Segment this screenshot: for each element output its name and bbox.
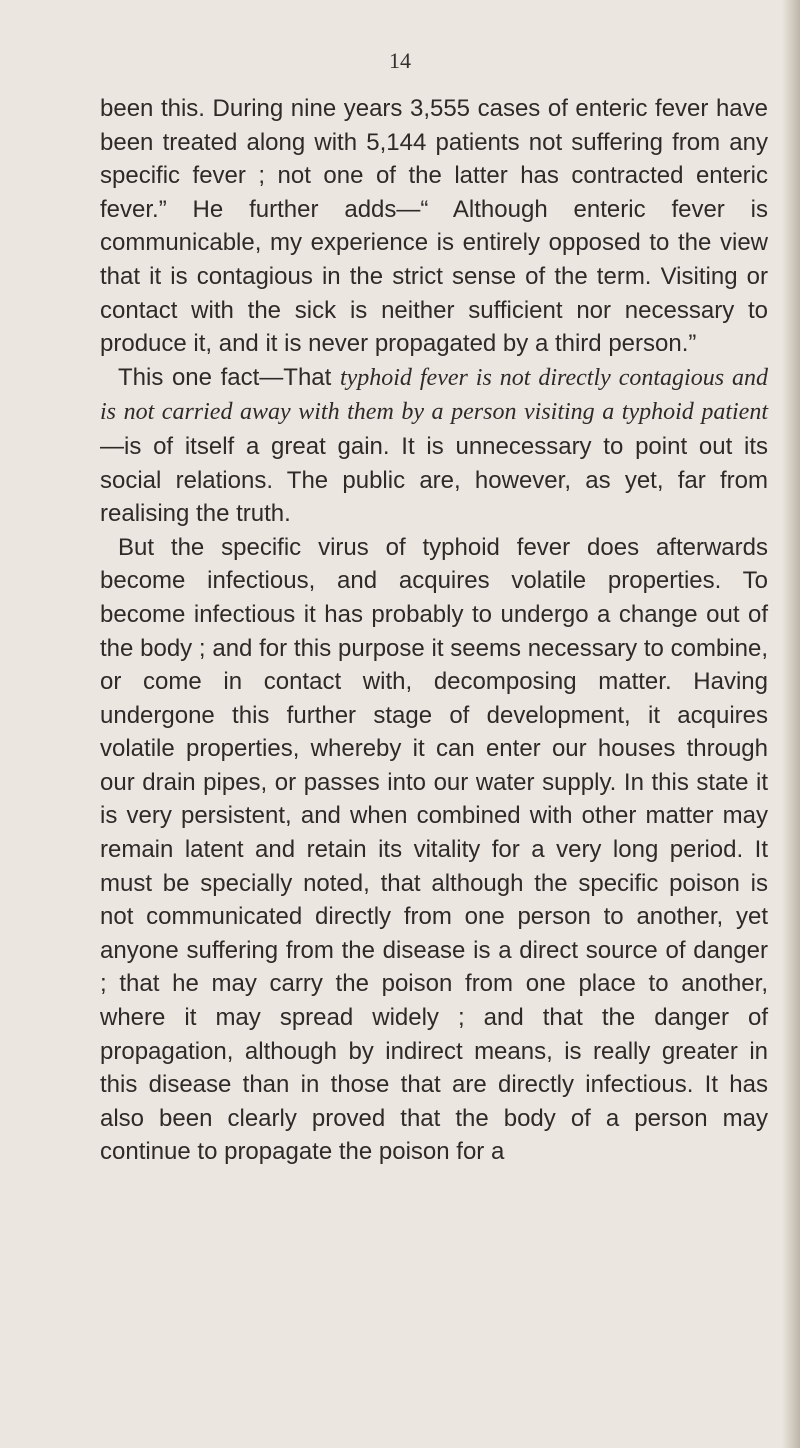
paragraph-3: But the specific virus of typhoid fever does afterwards become infectious, and acquires volatile properties. To become infectious it has probably to undergo a change out of the body ; and for this purpose it seems necessary to combine, or come in contact with, decomposing matter. Having undergone this further stage of development, it acquires volatile properties, whereby it can enter our houses through our drain pipes, or passes into our water supply. In this state it is very persistent, and when combined with other matter may remain latent and retain its vitality for a very long period. It must be specially noted, that although the specific poison is not communicated directly from one person to another, yet anyone suffering from the disease is a direct source of danger ; that he may carry the poison from one place to another, where it may spread widely ; and that the danger of propagation, although by indirect means, is really greater in this disease than in those that are directly infectious. It has also been clearly proved that the body of a person may continue to propagate the poison for a — [100, 533, 768, 1166]
paragraph-2 — [100, 361, 768, 531]
paragraph-2-italic: typhoid fever is not directly contagious and is not carried away with them by a person visiting a typhoid patient — [100, 364, 768, 426]
paragraph-1: been this. During nine years 3,555 cases of enteric fever have been treated along with 5,144 patients not suffering from any specific fever ; not one of the latter has contracted enteric fever.” He further adds—“ Although enteric fever is communicable, my experience is entirely opposed to the view that it is contagious in the strict sense of the term. Visiting or contact with the sick is neither sufficient nor necessary to produce it, and it is never propagated by a third person.” — [100, 95, 768, 358]
page-edge-shadow — [782, 0, 800, 1448]
paragraph-2-tail: —is of itself a great gain. It is unnecessary to point out its social relations. The public are, however, as yet, far from realising the truth. — [100, 432, 768, 528]
page-number: 14 — [389, 48, 411, 73]
paragraph-2-lead: This one fact—That — [118, 363, 340, 391]
body-text — [100, 92, 768, 1169]
